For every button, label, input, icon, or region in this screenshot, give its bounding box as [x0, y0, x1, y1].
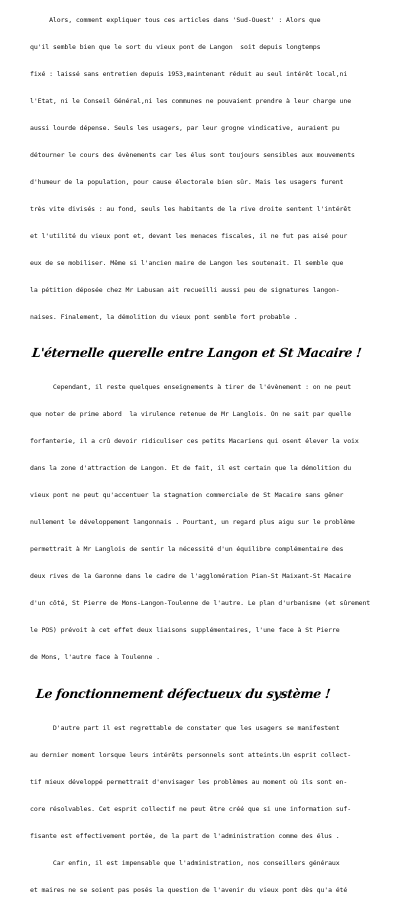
text-line: qu'il semble bien que le sort du vieux pont de Langon soit depuis longtemps — [30, 43, 321, 51]
text-line: vieux pont ne peut qu'accentuer la stagnation commerciale de St Macaire sans gêner — [30, 491, 344, 499]
text-line: Cependant, il reste quelques enseignements à tirer de l'évènement : on ne peut — [30, 383, 352, 391]
paragraph-usagers — [30, 706, 378, 913]
text-line: aussi lourde dépense. Seuls les usagers, par leur grogne vindicative, auraient pu — [30, 124, 340, 132]
text-line: et maires ne se soient pas posés la question de l'avenir du vieux pont dès qu'a été — [30, 886, 348, 894]
text-line: dans la zone d'attraction de Langon. Et de fait, il est certain que la démolition du — [30, 464, 352, 472]
text-line: d'humeur de la population, pour cause électorale bien sûr. Mais les usagers furent — [30, 178, 344, 186]
text-line: et l'utilité du vieux pont et, devant les menaces fiscales, il ne fut pas aisé pour — [30, 232, 348, 240]
section-heading-fonctionnement: Le fonctionnement défectueux du système ! — [35, 686, 332, 701]
text-line: au dernier moment lorsque leurs intérêts personnels sont atteints.Un esprit collect- — [30, 751, 352, 759]
text-line: core résolvables. Cet esprit collectif ne peut être créé que si une information suf- — [30, 805, 352, 813]
text-line: la pétition déposée chez Mr Labusan ait recueilli aussi peu de signatures langon- — [30, 286, 340, 294]
paragraph-enseignements — [30, 365, 378, 680]
text-line: eux de se mobiliser. Même si l'ancien maire de Langon les soutenait. Il semble que — [30, 259, 344, 267]
text-line: nullement le développement langonnais . Pourtant, un regard plus aigu sur le problème — [30, 518, 355, 526]
text-line: tif mieux développé permettrait d'envisager les problèmes au moment où ils sont en- — [30, 778, 348, 786]
text-line: deux rives de la Garonne dans le cadre de l'agglomération Pian-St Maixant-St Macaire — [30, 572, 352, 580]
text-line: l'Etat, ni le Conseil Général,ni les communes ne pouvaient prendre à leur charge une — [30, 97, 352, 105]
text-line: le POS) prévoit à cet effet deux liaisons supplémentaires, l'une face à St Pierre — [30, 626, 340, 634]
text-line: que noter de prime abord la virulence retenue de Mr Langlois. On ne sait par quelle — [30, 410, 352, 418]
text-line: fixé : laissé sans entretien depuis 1953,maintenant réduit au seul intérêt local,ni — [30, 70, 348, 78]
text-line: naises. Finalement, la démolition du vieux pont semble fort probable . — [30, 313, 298, 321]
text-line: D'autre part il est regrettable de constater que les usagers se manifestent — [30, 724, 340, 732]
text-line: permettrait à Mr Langlois de sentir la nécessité d'un équilibre complémentaire des — [30, 545, 344, 553]
section-heading-querelle: L'éternelle querelle entre Langon et St Macaire ! — [31, 345, 363, 360]
text-line: très vite divisés : au fond, seuls les habitants de la rive droite sentent l'intérêt — [30, 205, 352, 213]
text-line: fisante est effectivement portée, de la part de l'administration comme des élus . — [30, 832, 340, 840]
text-line: Alors, comment expliquer tous ces articles dans 'Sud-Ouest' : Alors que — [30, 16, 321, 24]
text-line: Car enfin, il est impensable que l'administration, nos conseillers généraux — [30, 859, 340, 867]
text-line: forfanterie, il a crû devoir ridiculiser ces petits Macariens qui osent élever la voix — [30, 437, 359, 445]
paragraph-sortie-du-pont — [30, 0, 378, 340]
text-line: de Mons, l'autre face à Toulenne . — [30, 653, 160, 661]
text-line: d'un côté, St Pierre de Mons-Langon-Toulenne de l'autre. Le plan d'urbanisme (et sûrement — [30, 599, 371, 607]
text-line: détourner le cours des évènements car les élus sont toujours sensibles aux mouvements — [30, 151, 355, 159]
